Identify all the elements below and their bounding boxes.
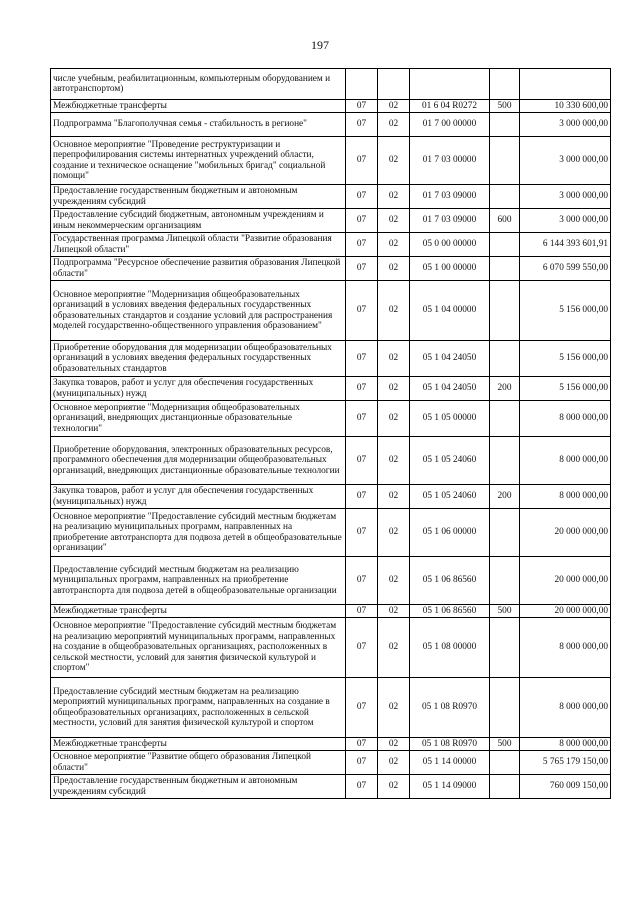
table-row bbox=[51, 738, 611, 751]
row-amount: 20 000 000,00 bbox=[520, 557, 611, 605]
row-expense: 500 bbox=[490, 100, 520, 113]
row-name: Основное мероприятие "Модернизация общеобразовательных организаций в условиях введения федеральных государственных образовательных стандартов и создание условий для распространения моделей государственно-общественного управления образованием" bbox=[51, 281, 346, 341]
row-subsection: 02 bbox=[378, 775, 410, 799]
row-expense bbox=[490, 678, 520, 738]
row-section: 07 bbox=[346, 557, 378, 605]
row-amount: 8 000 000,00 bbox=[520, 738, 611, 751]
row-expense bbox=[490, 751, 520, 775]
row-subsection: 02 bbox=[378, 437, 410, 485]
row-amount: 5 765 179 150,00 bbox=[520, 751, 611, 775]
row-expense: 200 bbox=[490, 485, 520, 509]
row-name: Основное мероприятие "Модернизация общеобразовательных организаций, внедряющих дистанционные образовательные технологии" bbox=[51, 401, 346, 437]
row-amount bbox=[520, 69, 611, 100]
row-subsection: 02 bbox=[378, 485, 410, 509]
row-target: 01 7 03 00000 bbox=[410, 137, 490, 185]
table-row bbox=[51, 233, 611, 257]
row-target: 05 1 04 24050 bbox=[410, 341, 490, 377]
row-subsection: 02 bbox=[378, 100, 410, 113]
row-subsection: 02 bbox=[378, 113, 410, 137]
row-section: 07 bbox=[346, 185, 378, 209]
table-row bbox=[51, 751, 611, 775]
row-target: 05 1 04 00000 bbox=[410, 281, 490, 341]
row-expense bbox=[490, 69, 520, 100]
row-section: 07 bbox=[346, 605, 378, 618]
row-expense bbox=[490, 281, 520, 341]
row-expense bbox=[490, 401, 520, 437]
row-target: 05 1 14 09000 bbox=[410, 775, 490, 799]
row-target: 05 1 14 00000 bbox=[410, 751, 490, 775]
row-name: Приобретение оборудования для модернизации общеобразовательных организаций в условиях введения федеральных государственных образовательных стандартов bbox=[51, 341, 346, 377]
row-name: Предоставление субсидий бюджетным, автономным учреждениям и иным некоммерческим организациям bbox=[51, 209, 346, 233]
row-amount: 8 000 000,00 bbox=[520, 437, 611, 485]
row-subsection: 02 bbox=[378, 341, 410, 377]
row-subsection: 02 bbox=[378, 209, 410, 233]
row-section: 07 bbox=[346, 113, 378, 137]
row-target: 01 7 03 09000 bbox=[410, 185, 490, 209]
table-row bbox=[51, 69, 611, 100]
row-section: 07 bbox=[346, 618, 378, 678]
row-amount: 760 009 150,00 bbox=[520, 775, 611, 799]
row-name: Основное мероприятие "Предоставление субсидий местным бюджетам на реализацию мероприятий муниципальных программ, направленных на создание в общеобразовательных организациях, расположенных в сельской местности, условий для занятия физической культурой и спортом" bbox=[51, 618, 346, 678]
row-subsection: 02 bbox=[378, 557, 410, 605]
row-section: 07 bbox=[346, 485, 378, 509]
row-target: 05 1 04 24050 bbox=[410, 377, 490, 401]
row-expense bbox=[490, 775, 520, 799]
row-subsection bbox=[378, 69, 410, 100]
row-section: 07 bbox=[346, 281, 378, 341]
row-name: Межбюджетные трансферты bbox=[51, 605, 346, 618]
row-expense bbox=[490, 257, 520, 281]
row-amount: 3 000 000,00 bbox=[520, 185, 611, 209]
row-subsection: 02 bbox=[378, 738, 410, 751]
row-expense: 200 bbox=[490, 377, 520, 401]
row-target: 05 1 08 R0970 bbox=[410, 738, 490, 751]
row-subsection: 02 bbox=[378, 377, 410, 401]
table-row bbox=[51, 113, 611, 137]
table-row bbox=[51, 185, 611, 209]
row-subsection: 02 bbox=[378, 257, 410, 281]
table-row bbox=[51, 605, 611, 618]
budget-table bbox=[50, 68, 611, 799]
table-row bbox=[51, 281, 611, 341]
row-name: Основное мероприятие "Проведение реструктуризации и перепрофилирования системы интернатных учреждений области, создание и техническое оснащение "мобильных бригад" социальной помощи" bbox=[51, 137, 346, 185]
row-subsection: 02 bbox=[378, 281, 410, 341]
row-name: числе учебным, реабилитационным, компьютерным оборудованием и автотранспортом) bbox=[51, 69, 346, 100]
table-row bbox=[51, 341, 611, 377]
row-amount: 3 000 000,00 bbox=[520, 137, 611, 185]
row-amount: 6 070 599 550,00 bbox=[520, 257, 611, 281]
row-expense: 600 bbox=[490, 209, 520, 233]
row-section: 07 bbox=[346, 401, 378, 437]
row-expense bbox=[490, 341, 520, 377]
row-amount: 20 000 000,00 bbox=[520, 605, 611, 618]
table-row bbox=[51, 257, 611, 281]
table-row bbox=[51, 618, 611, 678]
row-section: 07 bbox=[346, 257, 378, 281]
row-subsection: 02 bbox=[378, 185, 410, 209]
row-amount: 8 000 000,00 bbox=[520, 618, 611, 678]
row-name: Подпрограмма "Ресурсное обеспечение развития образования Липецкой области" bbox=[51, 257, 346, 281]
row-expense bbox=[490, 509, 520, 557]
row-section bbox=[346, 69, 378, 100]
table-row bbox=[51, 137, 611, 185]
row-name: Подпрограмма "Благополучная семья - стабильность в регионе" bbox=[51, 113, 346, 137]
row-section: 07 bbox=[346, 437, 378, 485]
row-expense: 500 bbox=[490, 738, 520, 751]
row-subsection: 02 bbox=[378, 233, 410, 257]
row-target: 01 7 03 09000 bbox=[410, 209, 490, 233]
row-name: Межбюджетные трансферты bbox=[51, 738, 346, 751]
row-section: 07 bbox=[346, 137, 378, 185]
row-section: 07 bbox=[346, 775, 378, 799]
row-section: 07 bbox=[346, 209, 378, 233]
row-subsection: 02 bbox=[378, 678, 410, 738]
row-expense bbox=[490, 137, 520, 185]
row-amount: 10 330 600,00 bbox=[520, 100, 611, 113]
row-subsection: 02 bbox=[378, 605, 410, 618]
table-row bbox=[51, 509, 611, 557]
row-name: Предоставление субсидий местным бюджетам на реализацию муниципальных программ, направленных на приобретение автотранспорта для подвоза детей в общеобразовательные организации bbox=[51, 557, 346, 605]
page-number: 197 bbox=[311, 38, 329, 52]
row-name: Основное мероприятие "Развитие общего образования Липецкой области" bbox=[51, 751, 346, 775]
row-subsection: 02 bbox=[378, 751, 410, 775]
row-section: 07 bbox=[346, 100, 378, 113]
row-name: Предоставление субсидий местным бюджетам на реализацию мероприятий муниципальных программ, направленных на создание в общеобразовательных организациях, расположенных в сельской местности, условий для занятия физической культурой и спортом bbox=[51, 678, 346, 738]
table-row bbox=[51, 775, 611, 799]
table-row bbox=[51, 678, 611, 738]
row-amount: 20 000 000,00 bbox=[520, 509, 611, 557]
row-name: Государственная программа Липецкой области "Развитие образования Липецкой области" bbox=[51, 233, 346, 257]
row-target: 05 1 06 86560 bbox=[410, 605, 490, 618]
table-row bbox=[51, 557, 611, 605]
table-row bbox=[51, 485, 611, 509]
row-amount: 3 000 000,00 bbox=[520, 113, 611, 137]
row-target: 05 0 00 00000 bbox=[410, 233, 490, 257]
row-amount: 8 000 000,00 bbox=[520, 678, 611, 738]
row-target bbox=[410, 69, 490, 100]
row-expense bbox=[490, 185, 520, 209]
row-amount: 6 144 393 601,91 bbox=[520, 233, 611, 257]
row-section: 07 bbox=[346, 377, 378, 401]
row-name: Приобретение оборудования, электронных образовательных ресурсов, программного обеспечения для модернизации общеобразовательных организаций, внедряющих дистанционные образовательные технологии bbox=[51, 437, 346, 485]
row-amount: 8 000 000,00 bbox=[520, 485, 611, 509]
row-target: 05 1 08 00000 bbox=[410, 618, 490, 678]
row-amount: 8 000 000,00 bbox=[520, 401, 611, 437]
row-name: Межбюджетные трансферты bbox=[51, 100, 346, 113]
row-subsection: 02 bbox=[378, 509, 410, 557]
row-target: 05 1 08 R0970 bbox=[410, 678, 490, 738]
row-subsection: 02 bbox=[378, 137, 410, 185]
row-subsection: 02 bbox=[378, 401, 410, 437]
row-section: 07 bbox=[346, 341, 378, 377]
row-section: 07 bbox=[346, 233, 378, 257]
row-target: 05 1 05 24060 bbox=[410, 437, 490, 485]
row-expense bbox=[490, 557, 520, 605]
row-target: 01 6 04 R0272 bbox=[410, 100, 490, 113]
row-target: 01 7 00 00000 bbox=[410, 113, 490, 137]
row-amount: 5 156 000,00 bbox=[520, 341, 611, 377]
row-amount: 5 156 000,00 bbox=[520, 377, 611, 401]
table-row bbox=[51, 437, 611, 485]
row-section: 07 bbox=[346, 678, 378, 738]
row-name: Предоставление государственным бюджетным и автономным учреждениям субсидий bbox=[51, 775, 346, 799]
row-section: 07 bbox=[346, 509, 378, 557]
row-name: Закупка товаров, работ и услуг для обеспечения государственных (муниципальных) нужд bbox=[51, 485, 346, 509]
row-target: 05 1 06 00000 bbox=[410, 509, 490, 557]
table-row bbox=[51, 209, 611, 233]
row-target: 05 1 00 00000 bbox=[410, 257, 490, 281]
row-target: 05 1 05 24060 bbox=[410, 485, 490, 509]
table-row bbox=[51, 100, 611, 113]
row-expense bbox=[490, 233, 520, 257]
table-row bbox=[51, 377, 611, 401]
row-amount: 3 000 000,00 bbox=[520, 209, 611, 233]
table-row bbox=[51, 401, 611, 437]
row-expense: 500 bbox=[490, 605, 520, 618]
row-section: 07 bbox=[346, 751, 378, 775]
row-target: 05 1 06 86560 bbox=[410, 557, 490, 605]
row-name: Предоставление государственным бюджетным и автономным учреждениям субсидий bbox=[51, 185, 346, 209]
row-expense bbox=[490, 618, 520, 678]
row-target: 05 1 05 00000 bbox=[410, 401, 490, 437]
row-name: Закупка товаров, работ и услуг для обеспечения государственных (муниципальных) нужд bbox=[51, 377, 346, 401]
row-subsection: 02 bbox=[378, 618, 410, 678]
row-expense bbox=[490, 113, 520, 137]
row-expense bbox=[490, 437, 520, 485]
row-amount: 5 156 000,00 bbox=[520, 281, 611, 341]
row-section: 07 bbox=[346, 738, 378, 751]
row-name: Основное мероприятие "Предоставление субсидий местным бюджетам на реализацию муниципальных программ, направленных на приобретение автотранспорта для подвоза детей в общеобразовательные организации" bbox=[51, 509, 346, 557]
